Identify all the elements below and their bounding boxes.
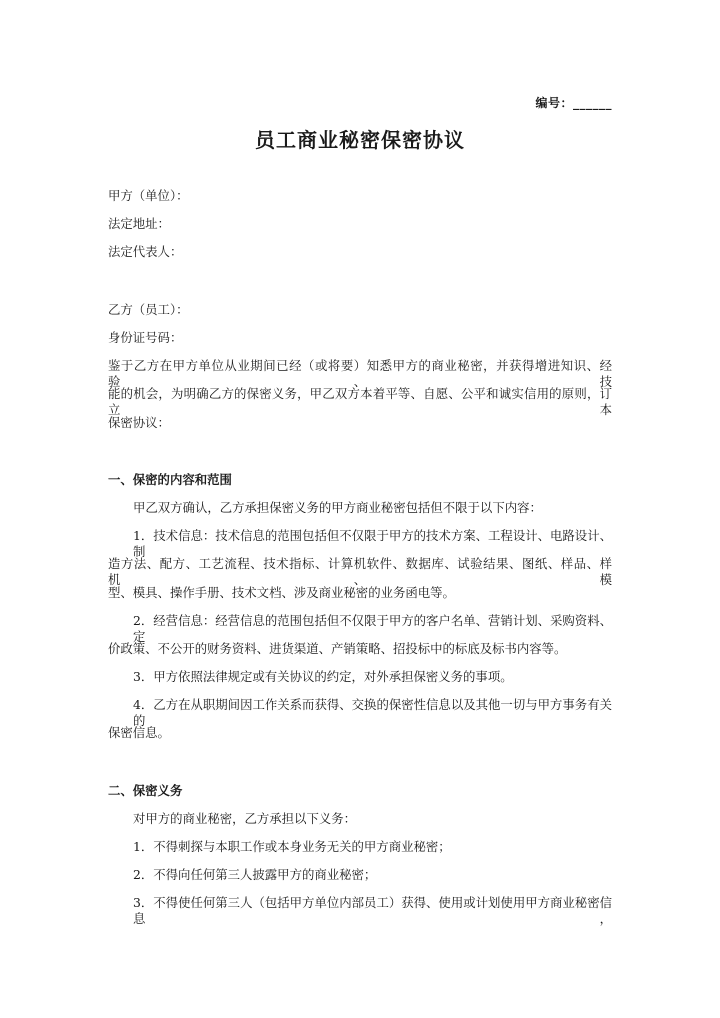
section-1-item-2-line-2: 价政策、不公开的财务资料、进货渠道、产销策略、招投标中的标底及标书内容等。 bbox=[108, 641, 567, 656]
section-1-heading: 一、保密的内容和范围 bbox=[108, 472, 232, 487]
section-1-item-3: 3．甲方依照法律规定或有关协议的约定，对外承担保密义务的事项。 bbox=[133, 669, 513, 684]
section-2-item-3: 3．不得使任何第三人（包括甲方单位内部员工）获得、使用或计划使用甲方商业秘密信息， bbox=[133, 895, 612, 926]
party-a-representative: 法定代表人： bbox=[108, 244, 183, 259]
section-1-item-4-line-1: 4．乙方在从职期间因工作关系而获得、交换的保密性信息以及其他一切与甲方事务有关的 bbox=[133, 697, 612, 728]
section-2-heading: 二、保密义务 bbox=[108, 783, 183, 798]
section-1-item-1-line-1: 1．技术信息：技术信息的范围包括但不仅限于甲方的技术方案、工程设计、电路设计、制 bbox=[133, 528, 612, 559]
page-title: 员工商业秘密保密协议 bbox=[255, 128, 465, 152]
section-1-item-2-line-1: 2．经营信息：经营信息的范围包括但不仅限于甲方的客户名单、营销计划、采购资料、定 bbox=[133, 613, 612, 644]
section-1-intro: 甲乙双方确认，乙方承担保密义务的甲方商业秘密包括但不限于以下内容： bbox=[133, 500, 542, 515]
section-1-item-1-line-2: 造方法、配方、工艺流程、技术指标、计算机软件、数据库、试验结果、图纸、样品、样机、模 bbox=[108, 556, 612, 587]
section-2-item-1: 1．不得刺探与本职工作或本身业务无关的甲方商业秘密； bbox=[133, 839, 451, 854]
section-2-intro: 对甲方的商业秘密，乙方承担以下义务： bbox=[133, 811, 357, 826]
preamble-line-2: 能的机会，为明确乙方的保密义务，甲乙双方本着平等、自愿、公平和诚实信用的原则，订立本 bbox=[108, 386, 612, 417]
preamble-line-1: 鉴于乙方在甲方单位从业期间已经（或将要）知悉甲方的商业秘密，并获得增进知识、经验、技 bbox=[108, 358, 612, 389]
document-number: 编号：______ bbox=[535, 96, 612, 110]
preamble-line-3: 保密协议： bbox=[108, 415, 170, 430]
party-b-id-number: 身份证号码： bbox=[108, 330, 183, 345]
section-1-item-4-line-2: 保密信息。 bbox=[108, 725, 170, 740]
section-1-item-1-line-3: 型、模具、操作手册、技术文档、涉及商业秘密的业务函电等。 bbox=[108, 585, 455, 600]
party-a-unit: 甲方（单位）： bbox=[108, 188, 189, 203]
party-b-employee: 乙方（员工）： bbox=[108, 302, 189, 317]
party-a-address: 法定地址： bbox=[108, 216, 170, 231]
section-2-item-2: 2．不得向任何第三人披露甲方的商业秘密； bbox=[133, 867, 377, 882]
